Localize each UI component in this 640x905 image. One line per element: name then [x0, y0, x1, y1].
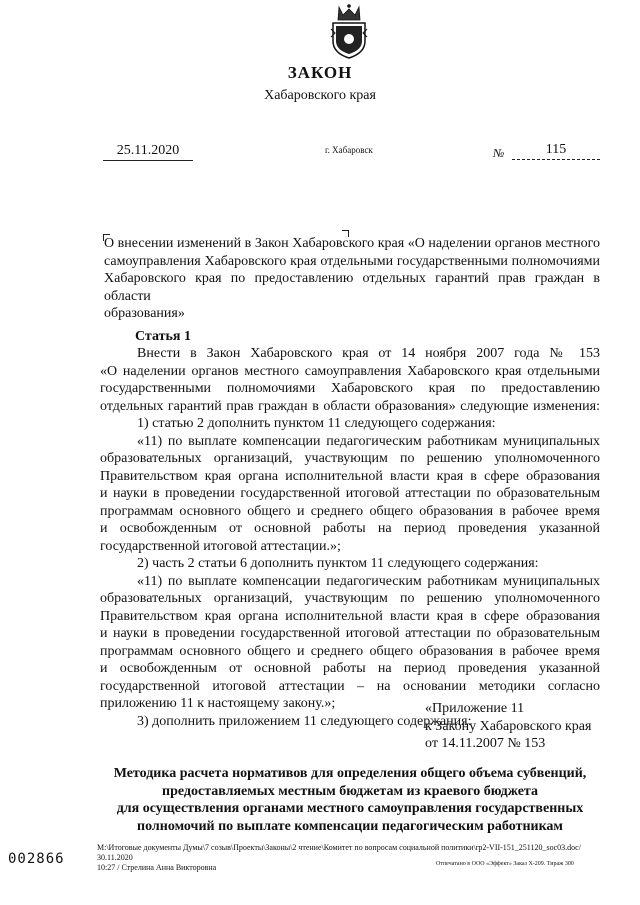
- body-line: и освобожденным от основной работы на период проведения указанной: [100, 521, 600, 536]
- appendix-line: от 14.11.2007 № 153: [425, 736, 546, 751]
- body-line: приложению 11 к настоящему закону.»;: [100, 696, 336, 711]
- print-info: Отпечатано в ООО «Эффект» Заказ Х-209. Тираж 300: [436, 861, 574, 867]
- body-line: программам основного общего и среднего общего образования в рабочее время: [100, 503, 600, 519]
- body-line: и освобожденным от основной работы на период проведения указанной: [100, 661, 600, 676]
- body-line: «11) по выплате компенсации педагогическим работникам муниципальных: [137, 573, 600, 589]
- document-date: 25.11.2020: [103, 143, 193, 161]
- article-title: Статья 1: [135, 329, 191, 344]
- heading-line: образования»: [104, 306, 185, 321]
- body-line: Правительством края органа исполнительной власти края в сфере образования: [100, 608, 600, 624]
- methodology-title-line: полномочий по выплате компенсации педагогическим работникам: [137, 818, 563, 834]
- article-body: [100, 345, 600, 730]
- file-path-line: M:\Итоговые документы Думы\7 созыв\Проекты\Законы\2 чтение\Комитет по вопросам социальной политики\rp2-VII-151_251120_soc03.doc/ 30.11.2020: [97, 843, 581, 862]
- body-line: 3) дополнить приложением 11 следующего содержания:: [137, 713, 472, 729]
- body-line: государственной итоговой аттестации.»;: [100, 538, 341, 554]
- body-line: Правительством края органа исполнительной власти края в сфере образования: [100, 468, 600, 484]
- heading-line: Хабаровского края по предоставлению отдельных гарантий прав граждан в области: [104, 271, 600, 304]
- body-line: «О наделении органов местного самоуправления Хабаровского края отдельными: [100, 363, 600, 379]
- methodology-title-line: для осуществления органами местного самоуправления государственных: [116, 801, 584, 816]
- file-path-line: 10:27 / Стрелина Анна Викторовна: [97, 863, 217, 872]
- document-subtitle: Хабаровского края: [264, 88, 376, 103]
- methodology-title-line: Методика расчета нормативов для определения общего объема субвенций,: [113, 766, 587, 781]
- body-line: 1) статью 2 дополнить пунктом 11 следующего содержания:: [137, 416, 496, 431]
- body-line: образовательных организаций, участвующим по решению уполномоченного: [100, 591, 600, 606]
- methodology-title-line: предоставляемых местным бюджетам из краевого бюджета: [162, 783, 538, 799]
- body-line: Внести в Закон Хабаровского края от 14 ноября 2007 года № 153: [137, 346, 600, 361]
- body-line: и науки в проведении государственной итоговой аттестации по образовательным: [100, 626, 600, 641]
- document-title: ЗАКОН: [287, 63, 353, 82]
- document-registry-number: 002866: [8, 851, 65, 867]
- number-label: №: [493, 146, 505, 160]
- document-number: 115: [512, 142, 600, 160]
- body-line: программам основного общего и среднего общего образования в рабочее время: [100, 643, 600, 659]
- appendix-reference: [425, 700, 591, 753]
- heading-line: О внесении изменений в Закон Хабаровского края «О наделении органов местного: [104, 236, 600, 251]
- law-heading: [104, 235, 600, 323]
- file-path-footer: [97, 843, 607, 873]
- body-line: отдельных гарантий прав граждан в области образования» следующие изменения:: [100, 398, 600, 414]
- body-line: государственными полномочиями Хабаровского края по предоставлению: [100, 381, 600, 396]
- heading-line: самоуправления Хабаровского края отдельными государственными полномочиями: [104, 253, 600, 269]
- body-line: образовательных организаций, участвующим по решению уполномоченного: [100, 451, 600, 466]
- coat-of-arms-icon: [327, 3, 371, 59]
- appendix-line: «Приложение 11: [425, 701, 525, 716]
- document-city: г. Хабаровск: [325, 145, 373, 155]
- methodology-title: [100, 765, 600, 835]
- body-line: «11) по выплате компенсации педагогическим работникам муниципальных: [137, 433, 600, 449]
- body-line: и науки в проведении государственной итоговой аттестации по образовательным: [100, 486, 600, 501]
- body-line: 2) часть 2 статьи 6 дополнить пунктом 11 следующего содержания:: [137, 556, 539, 571]
- appendix-line: к Закону Хабаровского края: [425, 718, 592, 734]
- body-line: государственной итоговой аттестации – на основании методики согласно: [100, 678, 600, 694]
